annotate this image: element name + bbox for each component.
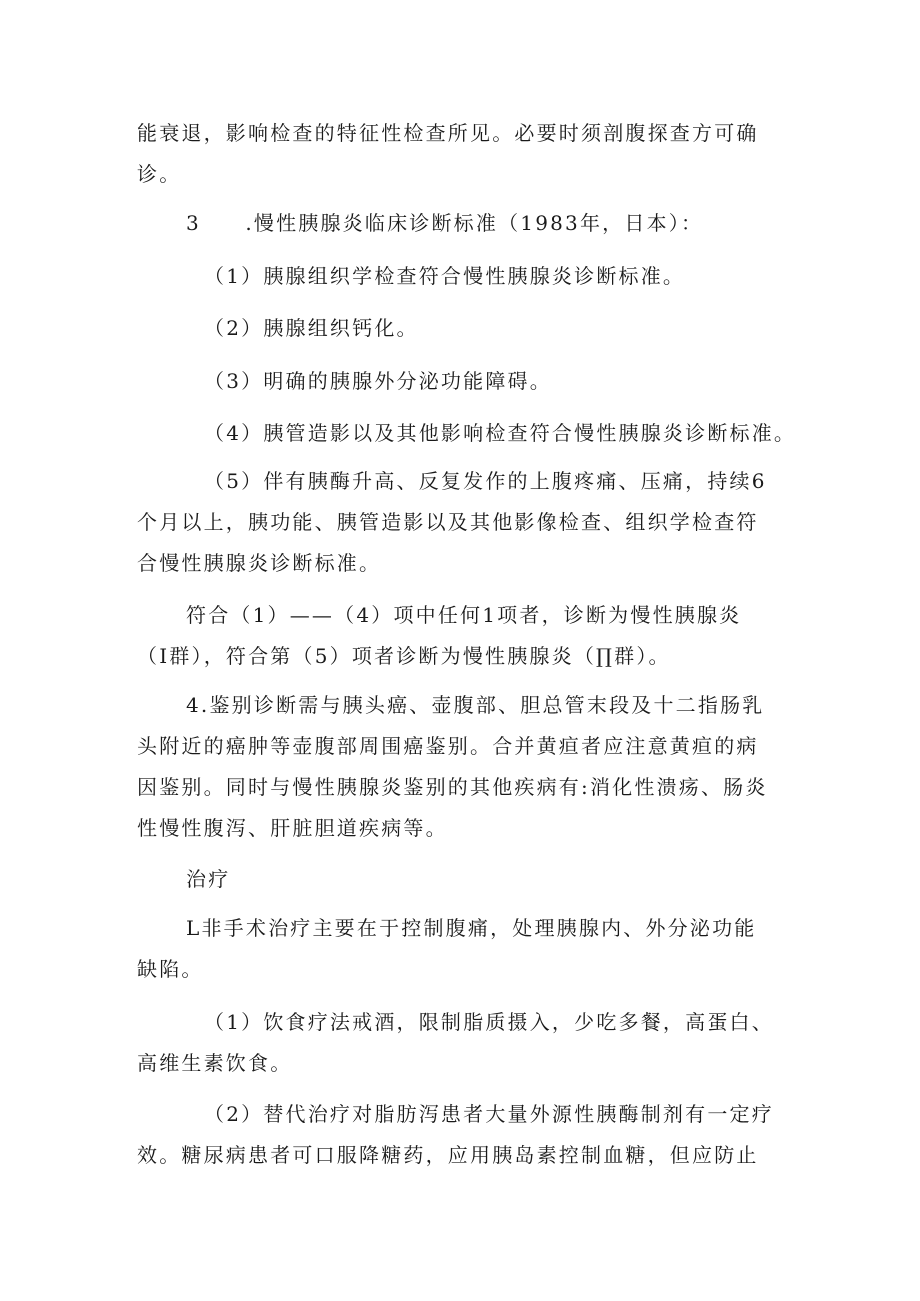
text-line: 因鉴别。同时与慢性胰腺炎鉴别的其他疾病有:消化性溃疡、肠炎 <box>137 775 768 799</box>
text-line: （5）伴有胰酶升高、反复发作的上腹疼痛、压痛，持续6 <box>204 469 767 493</box>
text-line: （4）胰管造影以及其他影响检查符合慢性胰腺炎诊断标准。 <box>204 421 797 445</box>
text-line: （2）胰腺组织钙化。 <box>204 316 419 340</box>
criterion-1 <box>204 256 685 297</box>
text-line: 合慢性胰腺炎诊断标准。 <box>137 551 382 575</box>
text-line: 缺陷。 <box>137 957 204 981</box>
text-line: （2）替代治疗对脂肪泻患者大量外源性胰酶制剂有一定疗 <box>204 1102 774 1126</box>
section-heading-diagnostic-criteria <box>186 203 703 244</box>
text-line: 个月以上，胰功能、胰管造影以及其他影像检查、组织学检查符 <box>137 510 759 534</box>
text-line: 诊。 <box>137 162 182 186</box>
text-line: （1）饮食疗法戒酒，限制脂质摄入，少吃多餐，高蛋白、 <box>204 1010 774 1034</box>
paragraph-non-surgical <box>137 908 756 990</box>
section-heading-treatment <box>186 859 230 900</box>
treatment-item-2 <box>137 1094 774 1176</box>
text-line: 效。糖尿病患者可口服降糖药，应用胰岛素控制血糖，但应防止 <box>137 1143 759 1167</box>
text-line: 治疗 <box>186 867 231 891</box>
text-line: 性慢性腹泻、肝脏胆道疾病等。 <box>137 816 448 840</box>
text-line: 能衰退，影响检查的特征性检查所见。必要时须剖腹探查方可确 <box>137 121 759 145</box>
paragraph-pancreatic-decline <box>137 113 759 195</box>
text-line: 符合（1）——（4）项中任何1项者，诊断为慢性胰腺炎 <box>186 603 742 627</box>
text-line: L非手术治疗主要在于控制腹痛，处理胰腺内、外分泌功能 <box>186 916 757 940</box>
criterion-5 <box>137 461 767 584</box>
criterion-4 <box>204 413 796 454</box>
text-line: （1）胰腺组织学检查符合慢性胰腺炎诊断标准。 <box>204 264 686 288</box>
criterion-2 <box>204 308 419 349</box>
criterion-3 <box>204 361 552 402</box>
text-line: （I群），符合第（5）项者诊断为慢性胰腺炎（∏群）。 <box>137 644 671 668</box>
treatment-item-1 <box>137 1002 774 1084</box>
text-line: 高维生素饮食。 <box>137 1051 293 1075</box>
text-line: 头附近的癌肿等壶腹部周围癌鉴别。合并黄疸者应注意黄疸的病 <box>137 734 759 758</box>
text-line: 3 .慢性胰腺炎临床诊断标准（1983年，日本）： <box>186 211 704 235</box>
text-line: （3）明确的胰腺外分泌功能障碍。 <box>204 369 552 393</box>
text-line: 4.鉴别诊断需与胰头癌、壶腹部、胆总管末段及十二指肠乳 <box>186 693 765 717</box>
paragraph-differential-diagnosis <box>137 685 768 849</box>
paragraph-diagnosis-groups <box>137 595 741 677</box>
